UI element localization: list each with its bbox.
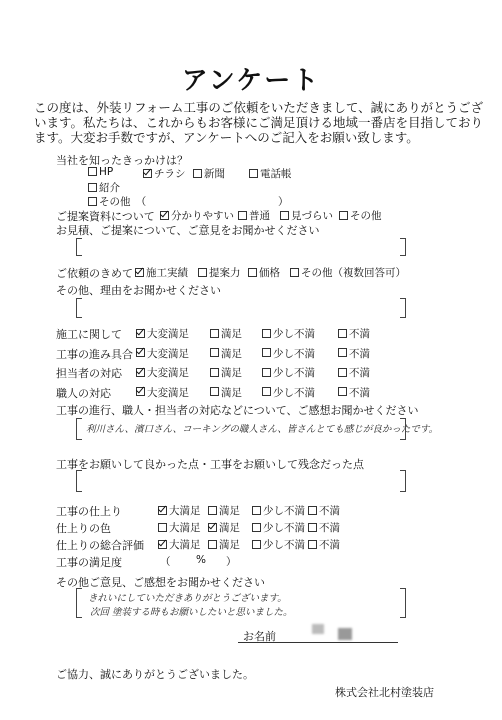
checkbox-icon — [88, 183, 97, 192]
q3-answer-box[interactable] — [76, 238, 82, 256]
checkbox-icon — [338, 329, 347, 338]
checkbox-icon — [262, 329, 271, 338]
rating-option[interactable]: 満足 — [210, 346, 242, 361]
checkbox-icon — [198, 268, 207, 277]
rating-option[interactable]: 満足 — [210, 326, 242, 341]
satisfaction-unit: % — [196, 554, 206, 566]
checked-checkbox-icon — [158, 540, 167, 549]
q8-answer-line2: 次回 塗装する時もお願いしたいと思いました。 — [90, 607, 293, 618]
checkbox-icon — [158, 523, 167, 532]
checked-checkbox-icon — [143, 169, 152, 178]
rating-row-label: 職人の対応 — [56, 386, 111, 400]
rating-option[interactable]: 満足 — [208, 520, 240, 535]
q4-option-record[interactable]: 施工実績 — [135, 265, 188, 280]
q1-option-flyer[interactable]: チラシ — [143, 166, 186, 181]
checkbox-icon — [338, 368, 347, 377]
rating-option[interactable]: 大変満足 — [136, 385, 189, 400]
q1-option-other[interactable]: その他 （ — [88, 194, 146, 209]
checkbox-icon — [262, 348, 271, 357]
name-line[interactable] — [238, 642, 398, 643]
rating-option[interactable]: 大変満足 — [136, 326, 189, 341]
checkbox-icon — [210, 348, 219, 357]
checkbox-icon — [238, 211, 247, 220]
q1-other-close: ） — [278, 196, 289, 208]
checkbox-icon — [308, 506, 317, 515]
rating-row-label: 仕上りの総合評価 — [56, 539, 144, 552]
rating-option[interactable]: 少し不満 — [252, 537, 305, 552]
rating-option[interactable]: 少し不満 — [262, 326, 315, 341]
rating-row-label: 工事の進み具合 — [56, 347, 133, 361]
checkbox-icon — [308, 523, 317, 532]
rating-option[interactable]: 少し不満 — [262, 365, 315, 380]
checked-checkbox-icon — [136, 387, 145, 396]
checkbox-icon — [193, 169, 202, 178]
q1-label: 当社を知ったきっかけは？ — [56, 154, 188, 167]
q6-label: 工事の進行、職人・担当者の対応などについて、ご感想お聞かせください — [56, 404, 419, 417]
q4-option-other[interactable]: その他（複数回答可） — [290, 265, 406, 280]
satisfaction-close: ） — [226, 556, 237, 568]
rating-option[interactable]: 少し不満 — [262, 346, 315, 361]
q1-option-hp[interactable]: HP — [88, 166, 113, 178]
q6-answer: 利川さん、濱口さん、コーキングの職人さん、皆さんとても感じが良かったです。 — [86, 424, 439, 435]
q2-option-clear[interactable]: 分かりやすい — [160, 208, 234, 223]
rating-option[interactable]: 満足 — [208, 503, 240, 518]
rating-row-label: 担当者の対応 — [56, 367, 122, 380]
checkbox-icon — [208, 506, 217, 515]
intro-text: この度は、外装リフォーム工事のご依頼をいただきまして、誠にありがとうございます。私たちは、これからもお客様にご満足頂ける地域一番店を目指しております。大変お手数ですが、アンケートへのご記入をお願い致します。 — [34, 100, 484, 145]
rating-option[interactable]: 不満 — [338, 346, 370, 361]
rating-option[interactable]: 満足 — [208, 537, 240, 552]
checkbox-icon — [280, 211, 289, 220]
q2-option-normal[interactable]: 普通 — [238, 208, 270, 223]
checked-checkbox-icon — [158, 506, 167, 515]
rating-option[interactable]: 不満 — [338, 326, 370, 341]
q3-answer-box-end — [400, 238, 406, 256]
checked-checkbox-icon — [136, 348, 145, 357]
q8-answer-box[interactable] — [76, 588, 82, 618]
rating-option[interactable]: 少し不満 — [252, 503, 305, 518]
checkbox-icon — [262, 368, 271, 377]
q2-option-other[interactable]: その他 — [339, 208, 382, 223]
q5-label: その他、理由をお聞かせください — [56, 284, 221, 297]
checkbox-icon — [249, 169, 258, 178]
checkbox-icon — [252, 540, 261, 549]
checkbox-icon — [210, 368, 219, 377]
rating-row-label: 施工に関して — [56, 328, 122, 341]
checkbox-icon — [252, 506, 261, 515]
checkbox-icon — [88, 167, 97, 176]
checkbox-icon — [290, 268, 299, 277]
rating-option[interactable]: 少し不満 — [262, 385, 315, 400]
q4-label: ご依頼のきめて — [56, 267, 133, 280]
rating-row-label: 工事の仕上り — [56, 505, 122, 518]
checked-checkbox-icon — [135, 268, 144, 277]
q5-answer-box-end — [400, 298, 406, 318]
checkbox-icon — [88, 197, 97, 206]
q6-answer-box-end — [400, 418, 406, 440]
rating-option[interactable]: 不満 — [308, 520, 340, 535]
rating-option[interactable]: 大満足 — [158, 537, 201, 552]
rating-option[interactable]: 不満 — [308, 503, 340, 518]
checkbox-icon — [339, 211, 348, 220]
checked-checkbox-icon — [208, 523, 217, 532]
q5-answer-box[interactable] — [76, 298, 82, 318]
q2-label: ご提案資料について — [56, 210, 155, 223]
checkbox-icon — [252, 523, 261, 532]
q8-answer-box-end — [400, 588, 406, 618]
company-name: 株式会社北村塗装店 — [335, 686, 434, 699]
q7-answer-box-end — [400, 470, 406, 492]
checked-checkbox-icon — [136, 329, 145, 338]
checkbox-icon — [308, 540, 317, 549]
q7-label: 工事をお願いして良かった点・工事をお願いして残念だった点 — [56, 458, 364, 471]
rating-option[interactable]: 大変満足 — [136, 365, 189, 380]
q6-answer-box[interactable] — [76, 418, 82, 440]
rating-option[interactable]: 不満 — [338, 365, 370, 380]
checkbox-icon — [248, 268, 257, 277]
name-label: お名前 — [243, 630, 276, 643]
thanks-text: ご協力、誠にありがとうございました。 — [56, 668, 254, 681]
rating-option[interactable]: 不満 — [338, 385, 370, 400]
satisfaction-label: 工事の満足度 — [56, 556, 122, 569]
q7-answer-box[interactable] — [76, 470, 82, 492]
rating-option[interactable]: 満足 — [210, 365, 242, 380]
q2-option-hard[interactable]: 見づらい — [280, 208, 333, 223]
redacted-name-part — [338, 628, 352, 640]
q8-label: その他ご意見、ご感想をお聞かせください — [56, 576, 265, 589]
q1-option-phonebook[interactable]: 電話帳 — [249, 166, 292, 181]
checkbox-icon — [208, 540, 217, 549]
q1-option-newspaper[interactable]: 新聞 — [193, 166, 225, 181]
rating-option[interactable]: 不満 — [308, 537, 340, 552]
checkbox-icon — [210, 387, 219, 396]
checkbox-icon — [262, 387, 271, 396]
q1-option-referral[interactable]: 紹介 — [88, 180, 120, 195]
satisfaction-open: （ — [160, 556, 171, 568]
rating-row-label: 仕上りの色 — [56, 522, 111, 535]
redacted-name-part — [312, 624, 324, 634]
q8-answer-line1: きれいにしていただきありがとうございます。 — [88, 593, 287, 604]
rating-option[interactable]: 満足 — [210, 385, 242, 400]
checkbox-icon — [210, 329, 219, 338]
checked-checkbox-icon — [160, 211, 169, 220]
q4-option-proposal[interactable]: 提案力 — [198, 265, 241, 280]
q4-option-price[interactable]: 価格 — [248, 265, 280, 280]
rating-option[interactable]: 大変満足 — [136, 346, 189, 361]
checked-checkbox-icon — [136, 368, 145, 377]
checkbox-icon — [338, 387, 347, 396]
page-title: アンケート — [181, 66, 321, 96]
q3-label: お見積、ご提案について、ご意見をお聞かせください — [56, 224, 320, 237]
rating-option[interactable]: 少し不満 — [252, 520, 305, 535]
checkbox-icon — [338, 348, 347, 357]
rating-option[interactable]: 大満足 — [158, 503, 201, 518]
rating-option[interactable]: 大満足 — [158, 520, 201, 535]
